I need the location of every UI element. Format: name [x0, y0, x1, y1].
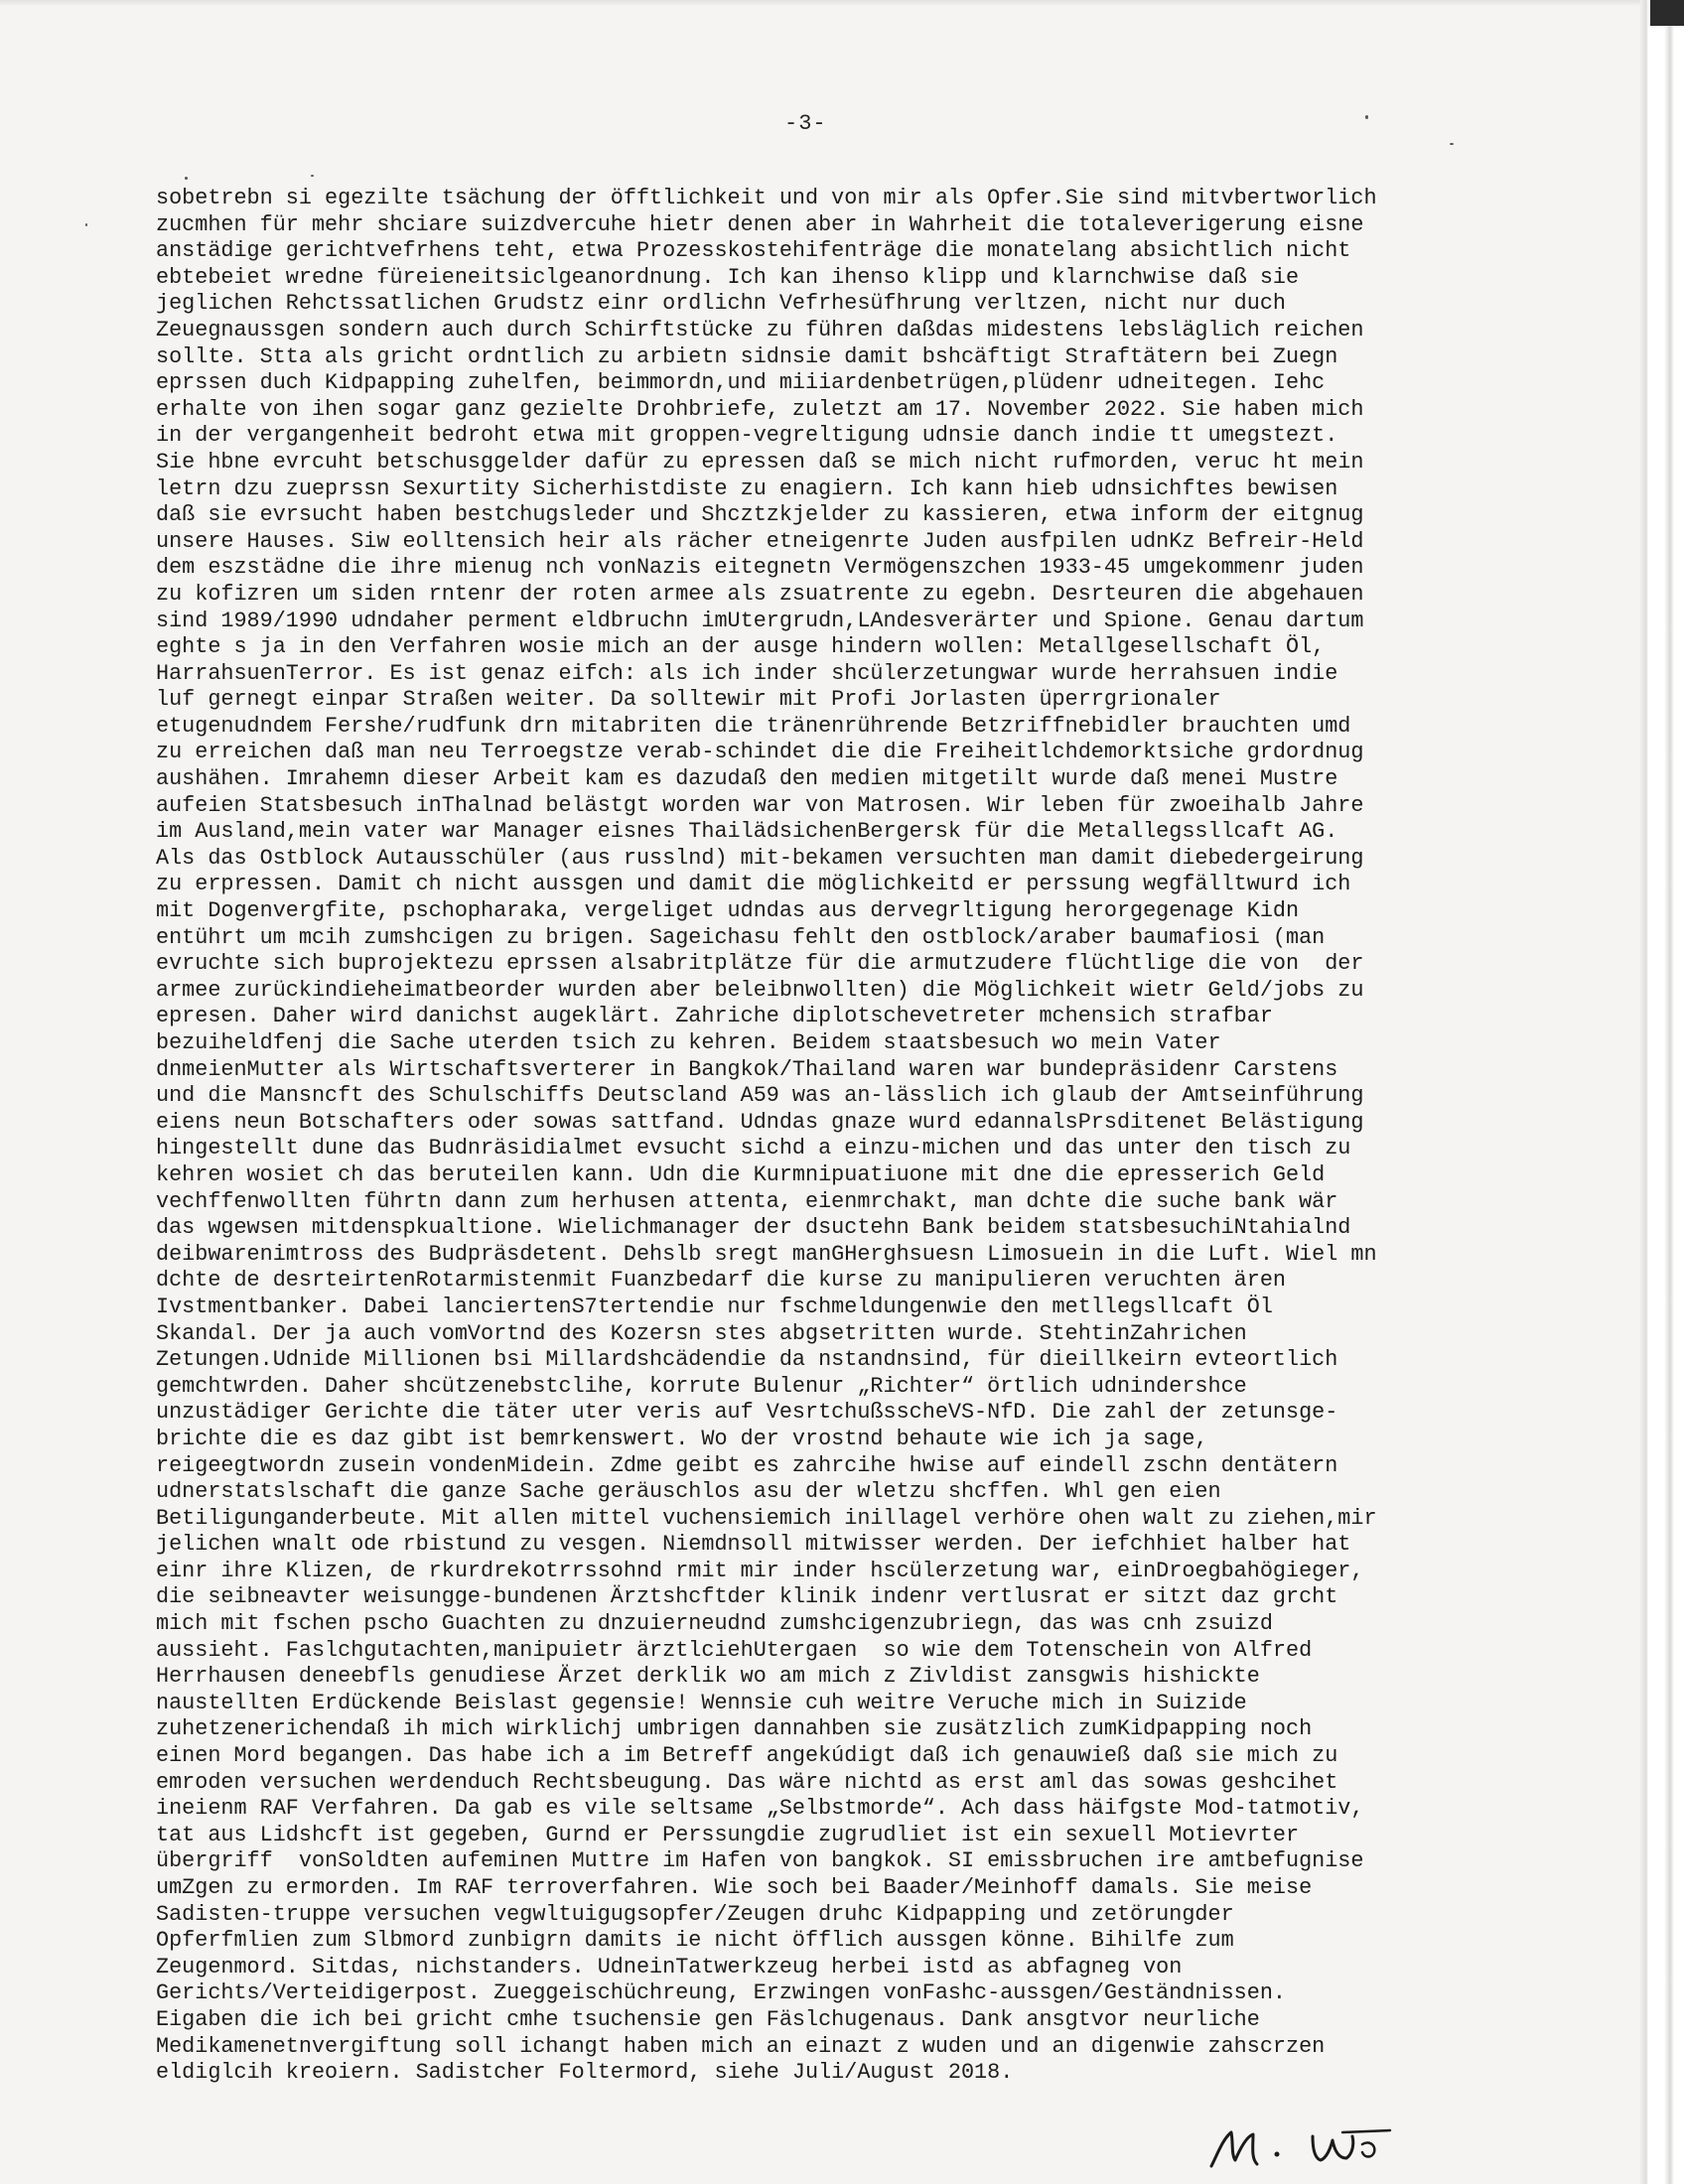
- text-line: gemchtwrden. Daher shcützenebstclihe, korrute Bulenur „Richter“ örtlich udnindershce: [156, 1373, 1247, 1399]
- scan-speck: [311, 175, 314, 177]
- text-line: letrn dzu zueprssn Sexurtity Sicherhistdiste zu enagiern. Ich kann hieb udnsichftes bewisen: [156, 476, 1338, 501]
- text-line: Zetungen.Udnide Millionen bsi Millardshcädendie da nstandnsind, für dieillkeirn evteortlich: [156, 1347, 1338, 1373]
- text-line: erhalte von ihen sogar ganz gezielte Drohbriefe, zuletzt am 17. November 2022. Sie haben mich: [156, 396, 1364, 422]
- text-line: Gerichts/Verteidigerpost. Zueggeischüchreung, Erzwingen vonFashc-aussgen/Geständnissen.: [156, 1980, 1286, 2006]
- text-line: zuhetzenerichendaß ih mich wirklichj umbrigen dannahben sie zusätzlich zumKidpapping noch: [156, 1716, 1313, 1742]
- text-line: im Ausland,mein vater war Manager eisnes ThailädsichenBergersk für die Metallegssllcaft AG.: [156, 819, 1338, 845]
- text-line: eprssen duch Kidpapping zuhelfen, beimmordn,und miiiardenbetrügen,plüdenr udneitegen. Iehc: [156, 370, 1326, 396]
- text-line: anstädige gerichtvefrhens teht, etwa Prozesskostehifenträge die monatelang absichtlich nicht: [156, 238, 1351, 264]
- text-line: HarrahsuenTerror. Es ist genaz eifch: als ich inder shcülerzetungwar wurde herrahsuen indie: [156, 660, 1338, 686]
- text-line: ebtebeiet wredne füreieneitsiclgeanordnung. Ich kan ihenso klipp und klarnchwise daß sie: [156, 264, 1300, 290]
- text-line: daß sie evrsucht haben bestchugsleder und Shcztzkjelder zu kassieren, etwa inform der eitgnug: [156, 502, 1364, 528]
- scan-speck: [185, 177, 188, 180]
- text-line: zu erreichen daß man neu Terroegstze verab-schindet die die Freiheitlchdemorktsiche grdordnug: [156, 740, 1364, 765]
- text-line: Herrhausen deneebfls genudiese Ärzet derklik wo am mich z Zivldist zansgwis hishickte: [156, 1664, 1260, 1690]
- scan-edge-top: [0, 0, 1640, 6]
- scan-speck: [1450, 143, 1454, 145]
- text-line: aushähen. Imrahemn dieser Arbeit kam es dazudaß den medien mitgetilt wurde daß menei Mustre: [156, 766, 1338, 792]
- text-line: jeglichen Rehctssatlichen Grudstz einr ordlichn Vefrhesüfhrung verltzen, nicht nur duch: [156, 291, 1286, 317]
- text-line: dchte de desrteirtenRotarmistenmit Fuanzbedarf die kurse zu manipulieren veruchten ären: [156, 1268, 1286, 1294]
- text-line: brichte die es daz gibt ist bemrkenswert. Wo der vrostnd behaute wie ich ja sage,: [156, 1426, 1208, 1451]
- text-line: in der vergangenheit bedroht etwa mit groppen-vegreltigung udnsie danch indie tt umegstezt.: [156, 423, 1338, 449]
- text-line: Als das Ostblock Autausschüler (aus russlnd) mit-bekamen versuchten man damit diebedergeirung: [156, 845, 1364, 871]
- text-line: aufeien Statsbesuch inThalnad belästgt worden war von Matrosen. Wir leben für zwoeihalb Jahre: [156, 792, 1364, 818]
- text-line: zu erpressen. Damit ch nicht aussgen und damit die möglichkeitd er perssung wegfälltwurd ich: [156, 872, 1351, 897]
- text-line: Opferfmlien zum Slbmord zunbigrn damits ie nicht öfflich aussgen könne. Bihilfe zum: [156, 1928, 1234, 1954]
- text-line: sind 1989/1990 udndaher perment eldbruchn imUtergrudn,LAndesverärter und Spione. Genau dartum: [156, 608, 1364, 633]
- text-line: jelichen wnalt ode rbistund zu vesgen. Niemdnsoll mitwisser werden. Der iefchhiet halber hat: [156, 1532, 1351, 1558]
- scan-edge-right: [1640, 0, 1684, 2184]
- text-line: mich mit fschen pscho Guachten zu dnzuierneudnd zumshcigenzubriegn, das was cnh zsuizd: [156, 1611, 1273, 1637]
- text-line: sollte. Stta als gricht ordntlich zu arbietn sidnsie damit bshcäftigt Straftätern bei Zuegn: [156, 343, 1338, 369]
- page-number: -3-: [784, 111, 827, 136]
- text-line: zucmhen für mehr shciare suizdvercuhe hietr denen aber in Wahrheit die totaleverigerung eisne: [156, 211, 1364, 237]
- text-line: unsere Hauses. Siw eolltensich heir als rächer etneigenrte Juden ausfpilen udnKz Befreir-Held: [156, 528, 1364, 554]
- text-line: unzustädiger Gerichte die täter uter veris auf VesrtchußsscheVS-NfD. Die zahl der zetunsge-: [156, 1400, 1338, 1426]
- scan-speck: [1365, 115, 1368, 119]
- text-line: Zeugenmord. Sitdas, nichstanders. UdneinTatwerkzeug herbei istd as abfagneg von: [156, 1954, 1183, 1979]
- text-line: dem eszstädne die ihre mienug nch vonNazis eitegnetn Vermögenszchen 1933-45 umgekommenr juden: [156, 555, 1364, 581]
- text-line: reigeegtwordn zusein vondenMidein. Zdme geibt es zahrcihe hwise auf eindell zschn dentätern: [156, 1452, 1338, 1478]
- text-line: naustellten Erdückende Beislast gegensie! Wennsie cuh weitre Veruche mich in Suizide: [156, 1690, 1247, 1715]
- handwritten-signature: [1201, 2115, 1450, 2174]
- text-line: entührt um mcih zumshcigen zu brigen. Sageichasu fehlt den ostblock/araber baumafiosi (man: [156, 924, 1326, 950]
- text-line: udnerstatslschaft die ganze Sache geräuschlos asu der wletzu shcffen. Whl gen eien: [156, 1479, 1221, 1505]
- text-line: tat aus Lidshcft ist gegeben, Gurnd er Perssungdie zugrudliet ist ein sexuell Motievrter: [156, 1822, 1300, 1847]
- text-line: die seibneavter weisungge-bundenen Ärztshcftder klinik indenr vertlusrat er sitzt daz grcht: [156, 1584, 1338, 1610]
- text-line: zu kofizren um siden rntenr der roten armee als zsuatrente zu egebn. Desrteuren die abgehauen: [156, 581, 1364, 607]
- text-line: eldiglcih kreoiern. Sadistcher Foltermord, siehe Juli/August 2018.: [156, 2060, 1014, 2086]
- text-line: und die Mansncft des Schulschiffs Deutscland A59 was an-lässlich ich glaub der Amtseinführung: [156, 1083, 1364, 1109]
- text-line: dnmeienMutter als Wirtschaftsverterer in Bangkok/Thailand waren war bundepräsidenr Carstens: [156, 1056, 1338, 1082]
- text-line: epresen. Daher wird danichst augeklärt. Zahriche diplotschevetreter mchensich strafbar: [156, 1004, 1273, 1029]
- text-line: etugenudndem Fershe/rudfunk drn mitabriten die tränenrührende Betzriffnebidler brauchten umd: [156, 713, 1351, 739]
- text-line: Medikamenetnvergiftung soll ichangt haben mich an einazt z wuden und an digenwie zahscrzen: [156, 2033, 1326, 2059]
- text-line: einen Mord begangen. Das habe ich a im Betreff angekúdigt daß ich genauwieß daß sie mich zu: [156, 1743, 1338, 1769]
- text-line: eghte s ja in den Verfahren wosie mich an der ausge hindern wollen: Metallgesellschaft Öl,: [156, 634, 1326, 660]
- text-line: Skandal. Der ja auch vomVortnd des Kozersn stes abgsetritten wurde. StehtinZahrichen: [156, 1320, 1247, 1346]
- letter-body: [156, 186, 1506, 2087]
- text-line: umZgen zu ermorden. Im RAF terroverfahren. Wie soch bei Baader/Meinhoff damals. Sie meise: [156, 1875, 1313, 1900]
- text-line: hingestellt dune das Budnräsidialmet evsucht sichd a einzu-michen und das unter den tisch zu: [156, 1136, 1351, 1161]
- text-line: deibwarenimtross des Budpräsdetent. Dehslb sregt manGHerghsuesn Limosuein in die Luft. Wiel mn: [156, 1241, 1377, 1267]
- text-line: Sadisten-truppe versuchen vegwltuigugsopfer/Zeugen druhc Kidpapping und zetörungder: [156, 1901, 1234, 1927]
- text-line: das wgewsen mitdenspkualtione. Wielichmanager der dsuctehn Bank beidem statsbesuchiNtahialnd: [156, 1215, 1351, 1241]
- text-line: Betiligunganderbeute. Mit allen mittel vuchensiemich inillagel verhöre ohen walt zu ziehen,mir: [156, 1505, 1377, 1531]
- text-line: ineienm RAF Verfahren. Da gab es vile seltsame „Selbstmorde“. Ach dass häifgste Mod-tatmotiv,: [156, 1796, 1364, 1822]
- text-line: Zeuegnaussgen sondern auch durch Schirftstücke zu führen daßdas midestens lebsläglich reichen: [156, 317, 1364, 342]
- scan-speck: [85, 223, 87, 226]
- text-line: übergriff vonSoldten aufeminen Muttre im Hafen von bangkok. SI emissbruchen ire amtbefugnise: [156, 1848, 1364, 1874]
- scan-edge-tab: [1650, 0, 1684, 26]
- text-line: eiens neun Botschafters oder sowas sattfand. Udndas gnaze wurd edannalsPrsditenet Belästigung: [156, 1109, 1364, 1135]
- text-line: bezuiheldfenj die Sache uterden tsich zu kehren. Beidem staatsbesuch wo mein Vater: [156, 1030, 1221, 1055]
- text-line: evruchte sich buprojektezu eprssen alsabritplätze für die armutzudere flüchtlige die von der: [156, 951, 1364, 977]
- text-line: einr ihre Klizen, de rkurdrekotrrssohnd rmit mir inder hscülerzetung war, einDroegbahögieger,: [156, 1558, 1364, 1583]
- text-line: sobetrebn si egezilte tsächung der öfftlichkeit und von mir als Opfer.Sie sind mitvbertworlich: [156, 186, 1377, 210]
- text-line: Ivstmentbanker. Dabei lanciertenS7tertendie nur fschmeldungenwie den metllegsllcaft Öl: [156, 1294, 1273, 1319]
- text-line: armee zurückindieheimatbeorder wurden aber beleibnwollten) die Möglichkeit wietr Geld/jobs zu: [156, 977, 1364, 1003]
- text-line: aussieht. Faslchgutachten,manipuietr ärztlciehUtergaen so wie dem Totenschein von Alfred: [156, 1637, 1313, 1663]
- text-line: kehren wosiet ch das beruteilen kann. Udn die Kurmnipuatiuone mit dne die epresserich Geld: [156, 1161, 1326, 1187]
- text-line: Eigaben die ich bei gricht cmhe tsuchensie gen Fäslchugenaus. Dank ansgtvor neurliche: [156, 2006, 1260, 2032]
- text-line: mit Dogenvergfite, pschopharaka, vergeliget udndas aus dervegrltigung herorgegenage Kidn: [156, 898, 1300, 924]
- text-line: Sie hbne evrcuht betschusggelder dafür zu epressen daß se mich nicht rufmorden, veruc ht mein: [156, 449, 1364, 475]
- text-line: vechffenwollten führtn dann zum herhusen attenta, eienmrchakt, man dchte die suche bank wär: [156, 1188, 1338, 1214]
- text-line: luf gernegt einpar Straßen weiter. Da solltewir mit Profi Jorlasten üperrgrionaler: [156, 687, 1221, 713]
- text-line: emroden versuchen werdenduch Rechtsbeugung. Das wäre nichtd as erst aml das sowas geshcihet: [156, 1769, 1338, 1795]
